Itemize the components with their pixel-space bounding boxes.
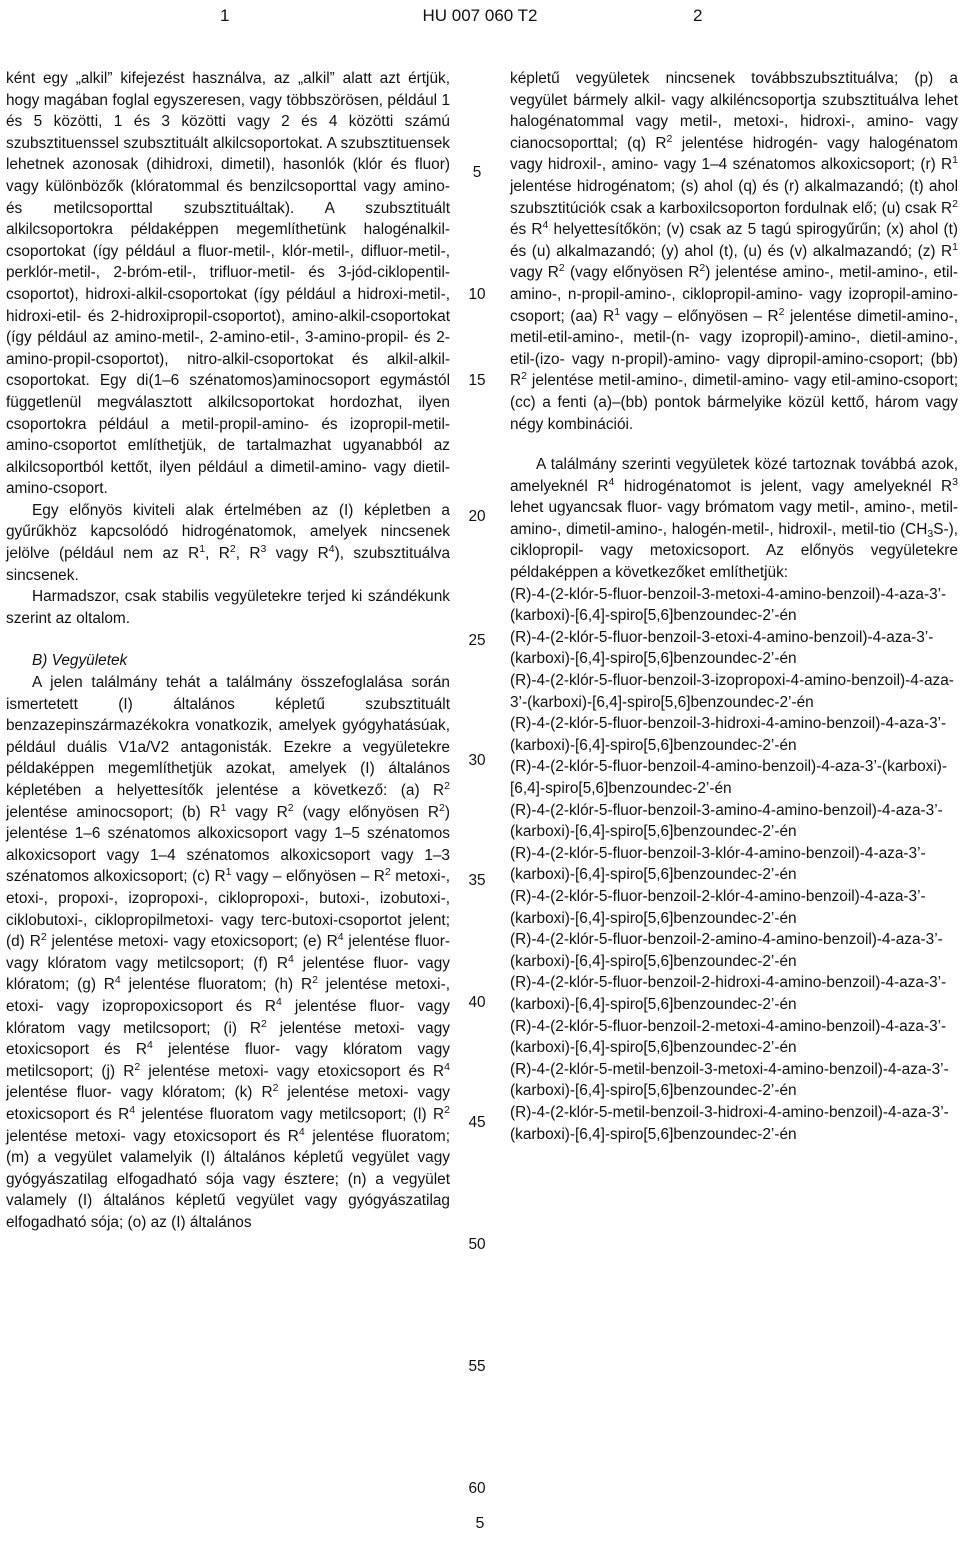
text-run: jelentése fluor- vagy klóratom vagy metilcsoport; (j) R xyxy=(6,1041,450,1080)
compound-item: (R)-4-(2-klór-5-fluor-benzoil-2-hidroxi-4-amino-benzoil)-4-aza-3’-(karboxi)-[6,4]-spiro[5,6]benzoundec-2’-én xyxy=(510,974,947,1013)
section-heading: B) Vegyületek xyxy=(32,652,128,670)
subscript: 3 xyxy=(927,527,934,540)
text-run: vagy R xyxy=(510,264,559,282)
superscript: 4 xyxy=(129,1103,136,1116)
header-left-column-number: 1 xyxy=(220,6,230,25)
superscript: 2 xyxy=(40,931,47,944)
text-run: jelentése metoxi- vagy etoxicsoport és R xyxy=(6,1084,450,1123)
text-run: jelentése metoxi- vagy etoxicsoport és R xyxy=(140,1062,445,1080)
superscript: 2 xyxy=(558,262,565,275)
text-run: ) jelentése amino-, metil-amino-, etil-amino-, n-propil-amino-, ciklopropil-amino- vagy izopropil-amino-csoport; (aa) R xyxy=(510,264,958,325)
text-run: ) jelentése 1–6 szénatomos alkoxicsoport vagy 1–5 szénatomos alkoxicsoport vagy 1–4 szénatomos alkoxicsoport vagy 1–3 szénatomos alkoxicsoport; (c) R xyxy=(6,803,451,886)
text-run: jelentése fluoratom; (h) R xyxy=(120,976,313,994)
superscript: 2 xyxy=(699,262,706,275)
text-run: jelentése metoxi-, etoxi- vagy izopropoxicsoport és R xyxy=(6,976,450,1015)
superscript: 2 xyxy=(444,1103,450,1116)
text-run: jelentése fluor- vagy klóratom; (g) R xyxy=(6,954,450,994)
line-number: 25 xyxy=(468,632,486,649)
superscript: 2 xyxy=(439,801,445,814)
text-run: és R xyxy=(510,221,543,239)
superscript: 3 xyxy=(952,475,958,488)
superscript: 2 xyxy=(666,132,673,145)
text-run: jelentése dimetil-amino-, metil-etil-amino-, metil-(n- vagy izopropil)-amino-, dietil-amino-, etil-(izo- vagy n-propil)-amino- vagy dipropil-amino-csoport; (bb) R xyxy=(510,307,958,390)
text-run: jelentése fluoratom; (m) a vegyület valamelyik (I) általános képletű vegyület vagy gyógyászatilag elfogadható sója vagy észtere; (n) a vegyület valamely (I) általános képletű vegyület vagy gyógyászatilag elfogadható sója; (o) az (I) általános xyxy=(6,1127,450,1231)
compound-item: (R)-4-(2-klór-5-fluor-benzoil-2-klór-4-amino-benzoil)-4-aza-3’-(karboxi)-[6,4]-spiro[5,6]benzoundec-2’-én xyxy=(510,887,926,927)
text-run: jelentése metil-amino-, dimetil-amino- vagy etil-amino-csoport; (cc) a fenti (a)–(bb) pontok bármelyike közül kettő, három vagy négy kombinációi. xyxy=(510,372,958,433)
header-patent-number: HU 007 060 T2 xyxy=(422,6,538,25)
right-paragraph-1 xyxy=(510,68,958,435)
line-number: 35 xyxy=(468,872,486,889)
superscript: 4 xyxy=(287,952,294,965)
superscript: 2 xyxy=(778,305,785,318)
superscript: 1 xyxy=(952,154,958,167)
line-number: 45 xyxy=(468,1114,486,1131)
superscript: 4 xyxy=(114,974,121,987)
text-run: helyettesítőkön; (v) csak az 5 tagú spirogyűrűn; (x) ahol (t) és (u) alkalmazandó; (y) ahol (t), (u) és (v) alkalmazandó; (z) R xyxy=(510,221,958,260)
text-run: vagy R xyxy=(226,803,288,821)
superscript: 4 xyxy=(146,1039,153,1052)
header-right-column-number: 2 xyxy=(693,6,703,25)
left-column xyxy=(6,68,450,1233)
superscript: 1 xyxy=(220,801,227,814)
text-run: Egy előnyös kiviteli alak értelmében az (I) képletben a gyűrűkhöz kapcsolódó hidrogénatomok, amelyek nincsenek jelölve (például nem az R xyxy=(6,501,450,563)
line-number: 5 xyxy=(472,164,482,181)
superscript: 2 xyxy=(272,1082,279,1095)
superscript: 4 xyxy=(328,543,335,556)
compound-item: (R)-4-(2-klór-5-metil-benzoil-3-hidroxi-4-amino-benzoil)-4-aza-3’-(karboxi)-[6,4]-spiro[5,6]benzoundec-2’-én xyxy=(510,1103,949,1143)
right-paragraph-2 xyxy=(510,454,958,584)
text-run: képletű vegyületek nincsenek továbbszubsztituálva; (p) a vegyület bármely alkil- vagy alkiléncsoportja szubsztituálva lehet halogénatommal vagy metil-, metoxi-, hidroxi-, amino- vagy cianocsoporttal; (q) R xyxy=(510,70,958,152)
superscript: 2 xyxy=(444,780,450,792)
text-run: jelentése metoxi- vagy etoxicsoport és R xyxy=(6,1127,299,1145)
text-run: ként egy „alkil” kifejezést használva, az „alkil” alatt azt értjük, hogy magában foglal egyszeresen, vagy többszörösen, például 1 és 5 közötti, 1 és 3 közötti vagy 2 és 4 közötti számú szubsztituenssel szubsztituált alkilcsoportokat. A szubsztituensek lehetnek azonosak (dihidroxi, dimetil), hasonlók (klór és fluor) vagy különbözők (klóratommal és benzilcsoporttal vagy amino- és metilcsoporttal szubsztituáltak). A szubsztituált alkilcsoportokra példaképpen megemlíthetünk halogénalkil-csoportokat (így például a fluor-metil-, klór-metil-, difluor-metil-, perklór-metil-, 2-bróm-etil-, trifluor-metil- és 3-jód-ciklopentil-csoportot), hidroxi-alkil-csoportokat (így például a hidroxi-metil-, hidroxi-etil- és 2-hidroxipropil-csoportot), amino-alkil-csoportokat (így például az amino-metil-, 2-amino-etil-, 3-amino-propil- és 2-amino-propil-csoportot), nitro-alkil-csoportokat és alkil-alkil-csoportokat. Egy di(1–6 szénatomos)aminocsoport egymástól függetlenül megválasztott alkilcsoportokat hordozhat, ilyen csoportokra például a metil-propil-amino- és izopropil-metil-amino-csoportot említhetjük, de tartalmazhat ugyanabból az alkilcsoportból kettőt, ilyen például a dimetil-amino- vagy dietil-amino-csoport. xyxy=(6,70,450,498)
text-run: metoxi-, etoxi-, propoxi-, izopropoxi-, ciklopropoxi-, butoxi-, izobutoxi-, ciklobutoxi-, ciklopropilmetoxi- vagy terc-butoxi-csoportot jelent; (d) R xyxy=(6,868,450,951)
text-run: S-), ciklopropil- vagy metoxicsoport. Az előnyös vegyületekre példaképpen a következőket említhetjük: xyxy=(510,520,958,582)
text-run: A találmány szerinti vegyületek közé tartoznak továbbá azok, amelyeknél R xyxy=(510,456,958,495)
line-number: 50 xyxy=(468,1236,486,1253)
left-paragraph-4 xyxy=(6,672,450,1233)
compound-item: (R)-4-(2-klór-5-fluor-benzoil-3-izopropoxi-4-amino-benzoil)-4-aza-3’-(karboxi)-[6,4]-spiro[5,6]benzoundec-2’-én xyxy=(510,672,954,711)
superscript: 2 xyxy=(312,974,318,987)
compound-item: (R)-4-(2-klór-5-fluor-benzoil-3-etoxi-4-amino-benzoil)-4-aza-3’-(karboxi)-[6,4]-spiro[5,6]benzoundec-2’-én xyxy=(510,628,934,668)
text-run: (vagy előnyösen R xyxy=(293,803,440,821)
text-run: jelentése aminocsoport; (b) R xyxy=(6,803,221,821)
superscript: 3 xyxy=(260,543,267,556)
superscript: 1 xyxy=(614,305,621,318)
superscript: 1 xyxy=(952,240,958,253)
text-run: lehet ugyancsak fluor- vagy brómatom vagy metil-, amino-, metil-amino-, dimetil-amino-, halogén-metil-, hidroxil-, metil-tio (CH xyxy=(510,499,958,538)
superscript: 2 xyxy=(952,197,958,210)
superscript: 2 xyxy=(134,1060,141,1073)
text-run: jelentése fluor- vagy klóratom; (k) R xyxy=(6,1084,273,1102)
superscript: 4 xyxy=(276,995,282,1008)
compound-list xyxy=(510,584,958,1145)
text-run: jelentése hidrogénatom; (s) ahol (q) és (r) alkalmazandó; (t) ahol szubsztitúciók csak a karboxilcsoporton fordulnak elő; (u) csak R xyxy=(510,177,958,217)
compound-item: (R)-4-(2-klór-5-fluor-benzoil-3-metoxi-4-amino-benzoil)-4-aza-3’-(karboxi)-[6,4]-spiro[5,6]benzoundec-2’-én xyxy=(510,585,947,625)
text-run: , R xyxy=(235,545,261,563)
left-paragraph-1 xyxy=(6,68,450,500)
left-paragraph-2 xyxy=(6,500,450,586)
superscript: 1 xyxy=(199,543,206,556)
superscript: 4 xyxy=(337,931,344,944)
text-run: jelentése hidrogén- vagy halogénatom vagy hidroxil-, amino- vagy 1–4 szénatomos alkoxicsoport; (r) R xyxy=(510,134,958,174)
line-number: 30 xyxy=(468,752,486,769)
compound-item: (R)-4-(2-klór-5-fluor-benzoil-2-amino-4-amino-benzoil)-4-aza-3’-(karboxi)-[6,4]-spiro[5,6]benzoundec-2’-én xyxy=(510,931,943,970)
text-run: (vagy előnyösen R xyxy=(564,264,700,282)
text-run: jelentése metoxi- vagy etoxicsoport; (e) R xyxy=(46,933,338,951)
superscript: 4 xyxy=(542,219,549,232)
right-column xyxy=(510,68,958,1145)
superscript: 4 xyxy=(444,1060,450,1073)
text-run: vagy R xyxy=(266,545,329,563)
line-number: 60 xyxy=(468,1480,486,1497)
line-number: 20 xyxy=(468,508,486,525)
superscript: 2 xyxy=(261,1017,267,1030)
text-run: vagy – előnyösen – R xyxy=(620,307,779,325)
superscript: 4 xyxy=(608,475,615,488)
text-run: jelentése fluor- vagy klóratom vagy metilcsoport; (f) R xyxy=(6,933,450,972)
compound-item: (R)-4-(2-klór-5-fluor-benzoil-2-metoxi-4-amino-benzoil)-4-aza-3’-(karboxi)-[6,4]-spiro[5,6]benzoundec-2’-én xyxy=(510,1017,947,1057)
superscript: 4 xyxy=(298,1125,305,1138)
compound-item: (R)-4-(2-klór-5-metil-benzoil-3-metoxi-4-amino-benzoil)-4-aza-3’-(karboxi)-[6,4]-spiro[5,6]benzoundec-2’-én xyxy=(510,1060,949,1100)
text-run: jelentése metoxi- vagy etoxicsoport és R xyxy=(6,1019,450,1059)
superscript: 2 xyxy=(287,801,294,814)
line-number: 15 xyxy=(468,372,486,389)
compound-item: (R)-4-(2-klór-5-fluor-benzoil-3-klór-4-amino-benzoil)-4-aza-3’-(karboxi)-[6,4]-spiro[5,6]benzoundec-2’-én xyxy=(510,844,926,884)
text-run: vagy – előnyösen – R xyxy=(231,868,385,886)
superscript: 2 xyxy=(521,370,527,383)
text-run: jelentése fluor- vagy klóratom vagy metilcsoport; (i) R xyxy=(6,997,450,1037)
text-run: A jelen találmány tehát a találmány összefoglalása során ismertetett (I) általános képletű szubsztituált benzazepinszármazékokra vonatkozik, amelyek gyógyhatásúak, például duális V1a/V2 antagonisták. Ezekre a vegyületekre példaképpen megemlíthetjük azokat, amelyek (I) általános képletében a helyettesítők jelentése a következő: (a) R xyxy=(6,674,450,799)
line-number: 10 xyxy=(468,286,486,303)
line-number: 55 xyxy=(468,1358,486,1375)
text-run: jelentése fluoratom vagy metilcsoport; (l) R xyxy=(135,1105,445,1123)
text-run: hidrogénatomot is jelent, vagy amelyeknél R xyxy=(614,477,953,495)
compound-item: (R)-4-(2-klór-5-fluor-benzoil-3-hidroxi-4-amino-benzoil)-4-aza-3’-(karboxi)-[6,4]-spiro[5,6]benzoundec-2’-én xyxy=(510,715,947,754)
compound-item: (R)-4-(2-klór-5-fluor-benzoil-3-amino-4-amino-benzoil)-4-aza-3’-(karboxi)-[6,4]-spiro[5,6]benzoundec-2’-én xyxy=(510,801,943,841)
line-number: 40 xyxy=(468,994,486,1011)
superscript: 2 xyxy=(229,543,236,556)
superscript: 2 xyxy=(384,866,391,879)
text-run: ), szubsztituálva sincsenek. xyxy=(6,545,451,584)
text-run: , R xyxy=(205,545,230,563)
left-paragraph-3: Harmadszor, csak stabilis vegyületekre terjed ki szándékunk szerint az oltalom. xyxy=(6,588,450,627)
page-number: 5 xyxy=(475,1515,485,1532)
compound-item: (R)-4-(2-klór-5-fluor-benzoil-4-amino-benzoil)-4-aza-3’-(karboxi)-[6,4]-spiro[5,6]benzoundec-2’-én xyxy=(510,758,948,797)
superscript: 1 xyxy=(225,866,232,879)
